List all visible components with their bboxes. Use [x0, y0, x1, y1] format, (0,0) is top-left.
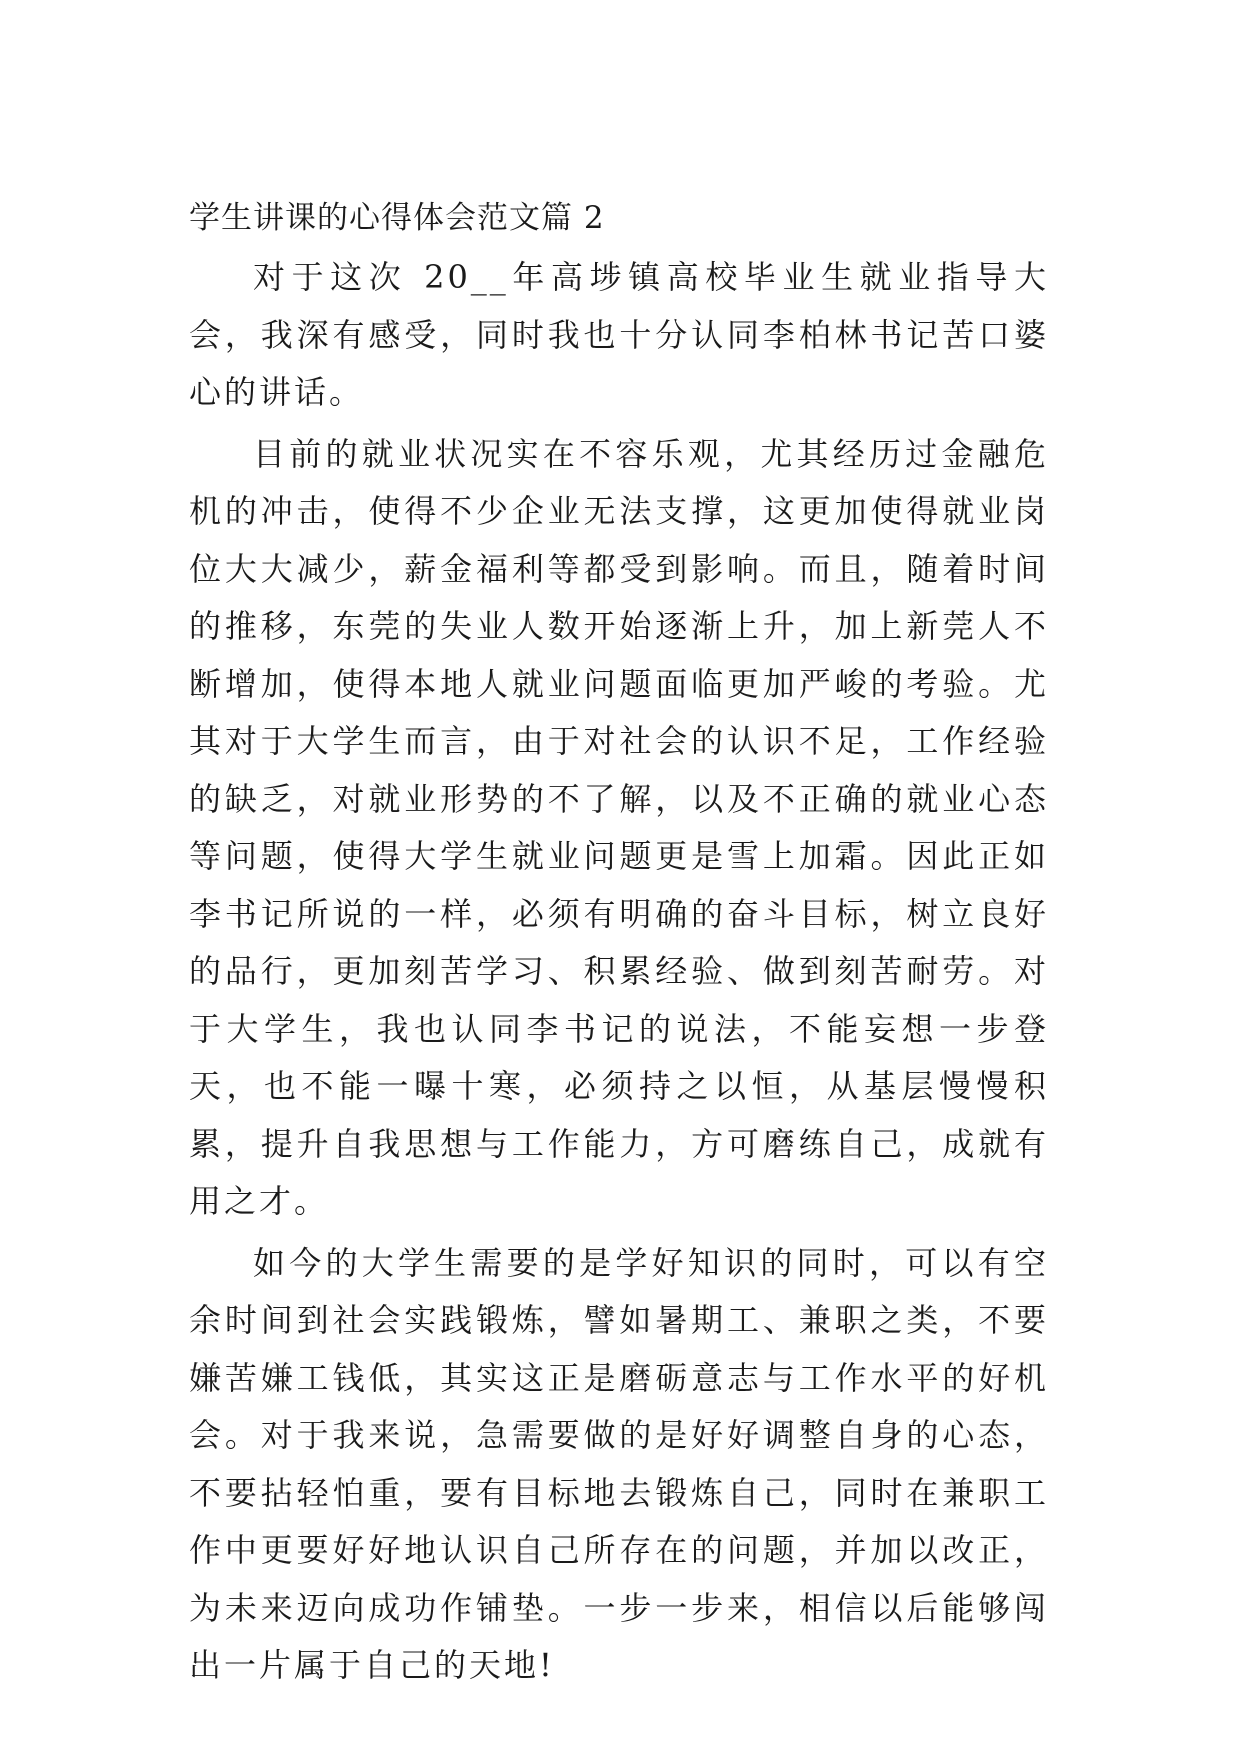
document-body	[189, 249, 1049, 1695]
document-title: 学生讲课的心得体会范文篇 2	[189, 200, 605, 236]
paragraph-3: 如今的大学生需要的是学好知识的同时，可以有空余时间到社会实践锻炼，譬如暑期工、兼职之类，不要嫌苦嫌工钱低，其实这正是磨砺意志与工作水平的好机会。对于我来说，急需要做的是好好调整自身的心态，不要拈轻怕重，要有目标地去锻炼自己，同时在兼职工作中更要好好地认识自己所存在的问题，并加以改正，为未来迈向成功作铺垫。一步一步来，相信以后能够闯出一片属于自己的天地!	[189, 1243, 1049, 1684]
paragraph-2: 目前的就业状况实在不容乐观，尤其经历过金融危机的冲击，使得不少企业无法支撑，这更加使得就业岗位大大减少，薪金福利等都受到影响。而且，随着时间的推移，东莞的失业人数开始逐渐上升，加上新莞人不断增加，使得本地人就业问题面临更加严峻的考验。尤其对于大学生而言，由于对社会的认识不足，工作经验的缺乏，对就业形势的不了解，以及不正确的就业心态等问题，使得大学生就业问题更是雪上加霜。因此正如李书记所说的一样，必须有明确的奋斗目标，树立良好的品行，更加刻苦学习、积累经验、做到刻苦耐劳。对于大学生，我也认同李书记的说法，不能妄想一步登天，也不能一曝十寒，必须持之以恒，从基层慢慢积累，提升自我思想与工作能力，方可磨练自己，成就有用之才。	[189, 434, 1049, 1220]
paragraph-1: 对于这次 20__年高埗镇高校毕业生就业指导大会，我深有感受，同时我也十分认同李柏林书记苦口婆心的讲话。	[189, 258, 1049, 411]
